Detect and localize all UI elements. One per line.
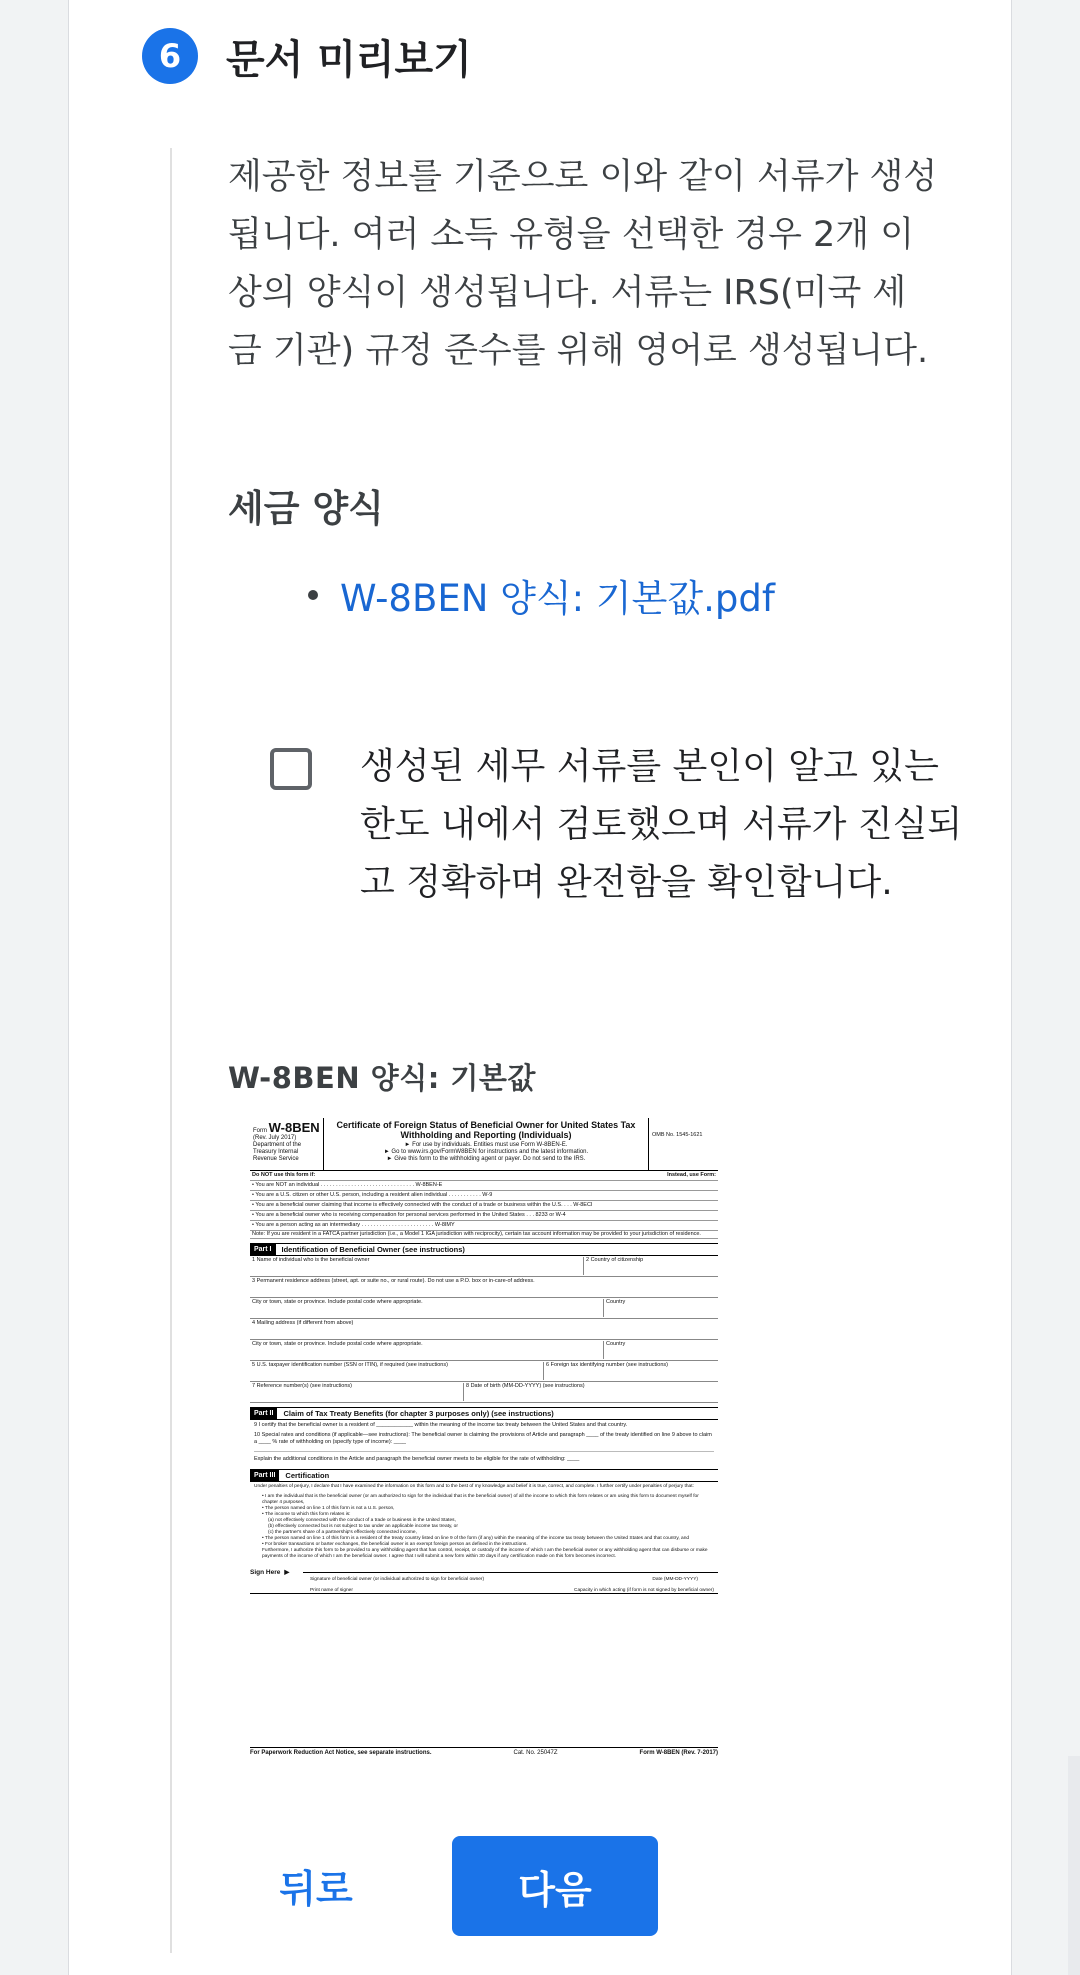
form-field [250,1361,718,1382]
part-title: Claim of Tax Treaty Benefits (for chapter 3 purposes only) (see instructions) [283,1409,554,1418]
footer-left: For Paperwork Reduction Act Notice, see separate instructions. [250,1750,432,1756]
form-row [250,1171,718,1181]
field-label: 8 Date of birth (MM-DD-YYYY) (see instructions) [463,1383,716,1401]
form-line: • I am the individual that is the beneficial owner (or am authorized to sign for the individual that is the beneficial owner) of all the income to which this form relates or am using this form to document myself for chapter 4 purposes, [262,1494,699,1505]
back-button[interactable]: 뒤로 [279,1866,353,1911]
footer-cat: Cat. No. 25047Z [513,1750,558,1756]
sign-arrow-icon: ▶ [284,1569,290,1576]
field-label: Country [603,1299,716,1317]
field-label: 2 Country of citizenship [583,1257,716,1275]
form-field [250,1319,718,1340]
part-tag: Part I [250,1244,276,1255]
form-sign-row [250,1568,718,1576]
form-part-header [250,1243,718,1256]
form-part-header [250,1469,718,1482]
field-label: City or town, state or province. Include postal code where appropriate. [252,1299,423,1305]
form-row: • You are a beneficial owner who is receiving compensation for personal services performed in the United States . . . 8233 or W-4 [250,1211,718,1221]
form-print-row [250,1582,718,1594]
part-tag: Part III [250,1470,279,1481]
form-line: 9 I certify that the beneficial owner is a resident of ____________ within the meaning of the income tax treaty between the United States and that country. [254,1422,628,1428]
form-line: • The person named on line 1 of this form is a resident of the treaty country listed on line 9 of the form (if any) within the meaning of the income tax treaty between the United States and that country, and [262,1536,690,1541]
step-header [142,26,472,86]
form-name: W-8BEN [268,1120,320,1135]
tax-forms-title: 세금 양식 [228,487,384,530]
scrollbar[interactable] [1068,1756,1080,1975]
form-title-block [324,1118,648,1170]
pdf-link[interactable]: W-8BEN 양식: 기본값.pdf [340,577,775,620]
form-do-not-use: Do NOT use this form if: [252,1172,316,1178]
form-part-header [250,1407,718,1420]
form-line: (b) effectively connected but is not subject to tax under an applicable income tax treaty, or [268,1524,458,1529]
step-title: 문서 미리보기 [226,36,472,83]
field-label: 4 Mailing address (if different from above) [252,1320,354,1326]
confirmation-row [270,738,970,912]
step-rail [170,148,172,1953]
form-line: Under penalties of perjury, I declare that I have examined the information on this form and to the best of my knowledge and belief it is true, correct, and complete. I further certify under penalties of perjury that: [254,1484,694,1489]
step-description: 제공한 정보를 기준으로 이와 같이 서류가 생성됩니다. 여러 소득 유형을 선택한 경우 2개 이상의 양식이 생성됩니다. 서류는 IRS(미국 세금 기관) 규정 준수를 위해 영어로 생성됩니다. [228,157,938,371]
bullet-icon [308,590,318,600]
tax-forms-list [308,568,775,622]
sign-here-label: Sign Here [250,1568,281,1576]
form-row: • You are a beneficial owner claiming that income is effectively connected with the conduct of a trade or business within the U.S. . . . W-8ECI [250,1201,718,1211]
form-part2-lines [250,1420,718,1465]
step-number-badge: 6 [142,28,198,84]
form-header [250,1118,718,1171]
next-button[interactable]: 다음 [452,1836,658,1936]
field-label: 3 Permanent residence address (street, apt. or suite no., or rural route). Do not use a P.O. box or in-care-of address. [252,1278,535,1284]
confirmation-checkbox[interactable] [270,748,312,790]
capacity-caption: Capacity in which acting (if form is not signed by beneficial owner) [574,1588,714,1593]
field-label: 1 Name of individual who is the beneficial owner [252,1257,370,1263]
form-instruction: ► For use by individuals. Entities must use Form W-8BEN-E. [404,1142,568,1148]
form-line: • The income to which this form relates is: [262,1512,351,1517]
signature-caption: Signature of beneficial owner (or individual authorized to sign for beneficial owner) [310,1577,485,1582]
form-rule [254,1451,714,1452]
form-preview-image [250,1118,718,1758]
form-row: • You are a person acting as an intermediary . . . . . . . . . . . . . . . . . . . . . . . . W-8IMY [250,1221,718,1231]
form-row: • You are NOT an individual . . . . . . . . . . . . . . . . . . . . . . . . . . . . . . . W-8BEN-E [250,1181,718,1191]
signature-line [303,1572,718,1573]
field-label: Country [603,1341,716,1359]
form-field [250,1340,718,1361]
field-label: 6 Foreign tax identifying number (see instructions) [543,1362,716,1380]
step-content [228,148,963,1095]
form-footer [250,1747,718,1758]
confirmation-label[interactable]: 생성된 세무 서류를 본인이 알고 있는 한도 내에서 검토했으며 서류가 진실되고 정확하며 완전함을 확인합니다. [360,746,963,903]
form-rev: (Rev. July 2017) [253,1135,297,1141]
form-field [250,1298,718,1319]
form-row: • You are a U.S. citizen or other U.S. person, including a resident alien individual . . . . . . . . . . . W-9 [250,1191,718,1201]
form-part3-lines [250,1482,718,1562]
preview-title: W-8BEN 양식: 기본값 [228,1061,536,1095]
form-line: Furthermore, I authorize this form to be provided to any withholding agent that has control, receipt, or custody of the income of which I am the beneficial owner or any withholding agent that can disburse or make payments of the income of which I am the beneficial owner. I agree that I will submit a new form within 30 days if any certification made on this form becomes incorrect. [262,1548,708,1559]
form-field [250,1256,718,1277]
part-tag: Part II [250,1408,277,1419]
form-field [250,1277,718,1298]
form-dept: Department of the Treasury Internal Revenue Service [253,1142,302,1162]
form-line: Explain the additional conditions in the Article and paragraph the beneficial owner meets to be eligible for the rate of withholding: ____ [254,1456,580,1462]
list-item [308,568,775,622]
form-omb: OMB No. 1545-1621 [648,1118,718,1170]
form-line: • For broker transactions or barter exchanges, the beneficial owner is an exempt foreign person as defined in the instructions. [262,1542,528,1547]
print-name-caption: Print name of signer [310,1588,353,1593]
field-label: 7 Reference number(s) (see instructions) [252,1383,352,1389]
form-instruction: ► Go to www.irs.gov/FormW8BEN for instructions and the latest information. [383,1149,589,1155]
form-line: (a) not effectively connected with the conduct of a trade or business in the United States, [268,1518,456,1523]
form-note: Note: If you are resident in a FATCA partner jurisdiction (i.e., a Model 1 IGA jurisdiction with reciprocity), certain tax account information may be provided to your jurisdiction of residence. [250,1231,718,1239]
form-title: Certificate of Foreign Status of Beneficial Owner for United States Tax Withholding and Reporting (Individuals) [336,1120,636,1140]
footer-right: Form W-8BEN (Rev. 7-2017) [639,1750,718,1756]
field-label: 5 U.S. taxpayer identification number (SSN or ITIN), if required (see instructions) [252,1362,448,1368]
form-id-block [250,1118,324,1170]
part-title: Identification of Beneficial Owner (see instructions) [281,1245,465,1254]
form-line: (c) the partner's share of a partnership's effectively connected income, [268,1530,417,1535]
form-label: Form [253,1128,267,1134]
form-line: • The person named on line 1 of this form is not a U.S. person, [262,1506,395,1511]
form-instruction: ► Give this form to the withholding agent or payer. Do not send to the IRS. [386,1156,586,1162]
form-instead: Instead, use Form: [667,1172,716,1178]
date-caption: Date (MM-DD-YYYY) [652,1577,698,1582]
part-title: Certification [285,1471,330,1480]
field-label: City or town, state or province. Include postal code where appropriate. [252,1341,423,1347]
form-field [250,1382,718,1403]
form-line: 10 Special rates and conditions (if applicable—see instructions): The beneficial owner is claiming the provisions of Article and paragraph ____ of the treaty identified on line 9 above to claim a ____ % rate of withholding on (specify type of income): ____ [254,1432,712,1445]
